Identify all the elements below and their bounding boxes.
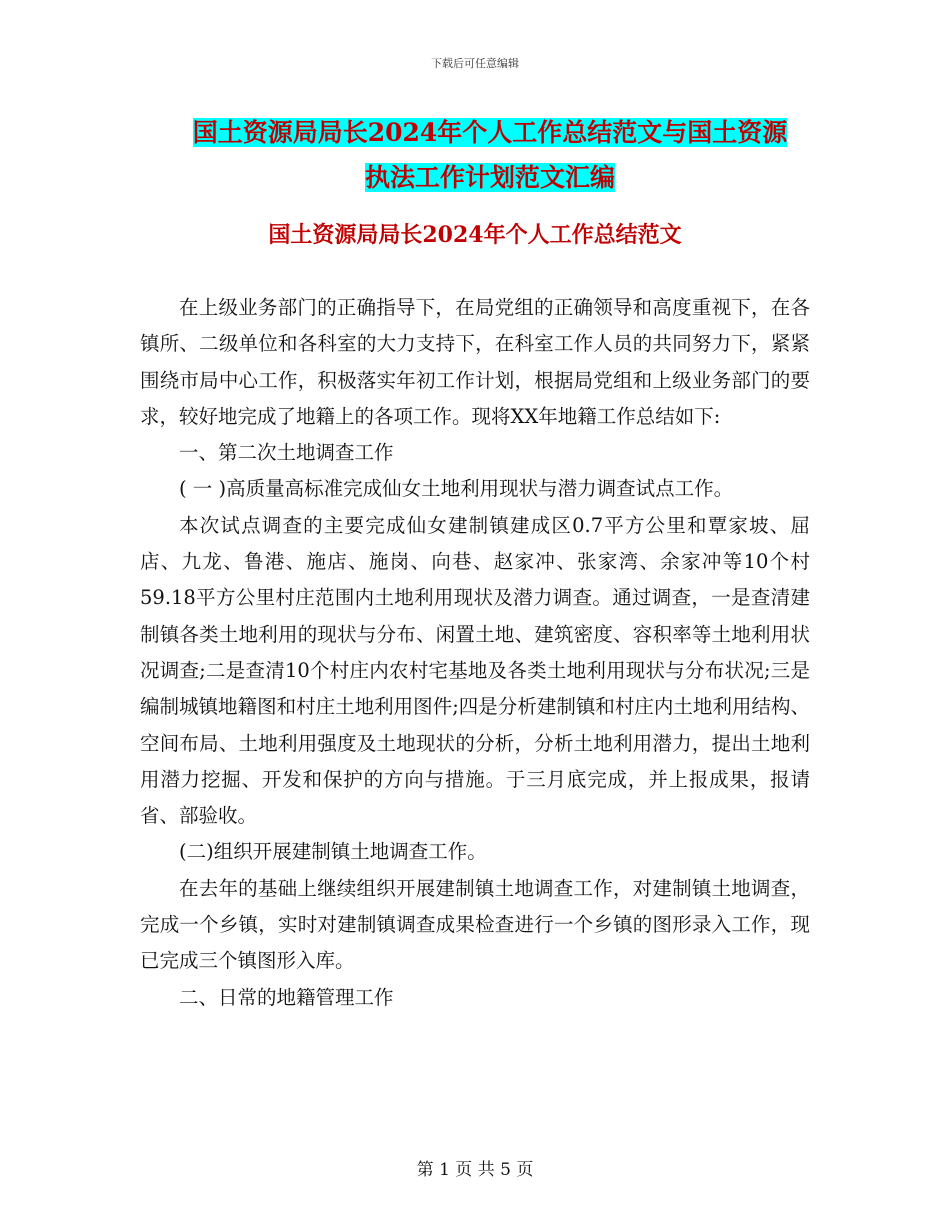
heading-section-2: 二、日常的地籍管理工作 — [179, 985, 394, 1009]
document-title-line2: 执法工作计划范文汇编 — [364, 163, 615, 192]
paragraph-intro: 在上级业务部门的正确指导下，在局党组的正确领导和高度重视下，在各镇所、二级单位和各科室的大力支持下，在科室工作人员的共同努力下，紧紧围绕市局中心工作，积极落实年初工作计划，根据局党组和上级业务部门的要求，较好地完成了地籍上的各项工作。现将XX年地籍工作总结如下: — [140, 296, 810, 428]
document-title — [140, 110, 840, 200]
paragraph-town-survey: 在去年的基础上继续组织开展建制镇土地调查工作，对建制镇土地调查，完成一个乡镇，实时对建制镇调查成果检查进行一个乡镇的图形录入工作，现已完成三个镇图形入库。 — [140, 876, 810, 973]
heading-section-1: 一、第二次土地调查工作 — [179, 441, 394, 465]
paragraph-survey: 本次试点调查的主要完成仙女建制镇建成区0.7平方公里和覃家坡、屈店、九龙、鲁港、施店、施岗、向巷、赵家冲、张家湾、余家冲等10个村59.18平方公里村庄范围内土地利用现状及潜力调查。通过调查，一是查清建制镇各类土地利用的现状与分布、闲置土地、建筑密度、容积率等土地利用状况调查;二是查清10个村庄内农村宅基地及各类土地利用现状与分布状况;三是编制城镇地籍图和村庄土地利用图件;四是分析建制镇和村庄内土地利用结构、空间布局、土地利用强度及土地现状的分析，分析土地利用潜力，提出土地利用潜力挖掘、开发和保护的方向与措施。于三月底完成，并上报成果，报请省、部验收。 — [140, 513, 810, 828]
document-title-line1: 国土资源局局长2024年个人工作总结范文与国土资源 — [192, 118, 788, 147]
page-footer: 第 1 页 共 5 页 — [416, 1160, 534, 1180]
document-body — [140, 290, 810, 1016]
header-note: 下载后可任意编辑 — [431, 57, 519, 70]
subheading-2: (二)组织开展建制镇土地调查工作。 — [179, 840, 487, 864]
section-title: 国土资源局局长2024年个人工作总结范文 — [268, 222, 682, 248]
subheading-1: ( 一 )高质量高标准完成仙女土地利用现状与潜力调查试点工作。 — [179, 477, 734, 501]
